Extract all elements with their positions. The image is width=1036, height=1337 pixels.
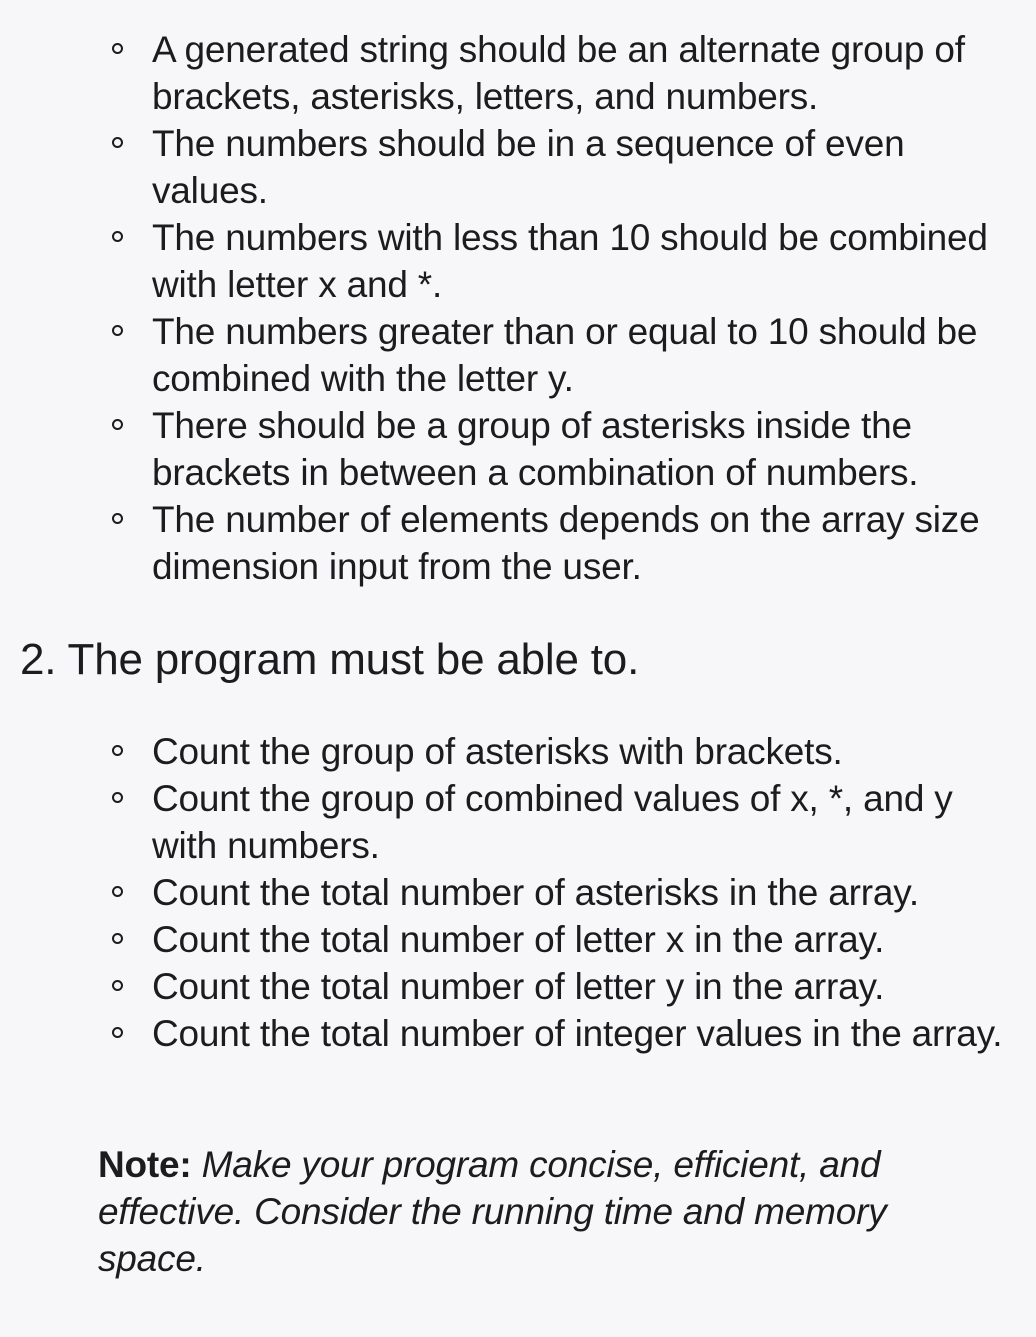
list-item-text: Count the group of combined values of x, *, and y with numbers. — [152, 778, 953, 866]
list-item-text: Count the total number of letter y in the array. — [152, 966, 885, 1007]
requirements-list — [0, 26, 1036, 590]
bullet-icon — [112, 933, 123, 944]
list-item-text: The number of elements depends on the array size dimension input from the user. — [152, 499, 980, 587]
list-item — [0, 120, 1036, 214]
note-paragraph — [98, 1141, 988, 1282]
bullet-icon — [112, 513, 123, 524]
list-item — [0, 214, 1036, 308]
list-item-text: The numbers greater than or equal to 10 should be combined with the letter y. — [152, 311, 978, 399]
bullet-icon — [112, 231, 123, 242]
list-item-text: Count the group of asterisks with brackets. — [152, 731, 843, 772]
bullet-icon — [112, 792, 123, 803]
list-item — [0, 963, 1036, 1010]
program-tasks-list — [0, 728, 1036, 1057]
bullet-icon — [112, 1027, 123, 1038]
note-text: Make your program concise, efficient, and effective. Consider the running time and memory space. — [98, 1144, 887, 1279]
list-item-text: The numbers should be in a sequence of even values. — [152, 123, 905, 211]
list-item-text: There should be a group of asterisks inside the brackets in between a combination of numbers. — [152, 405, 919, 493]
bullet-icon — [112, 745, 123, 756]
list-item — [0, 728, 1036, 775]
list-item — [0, 26, 1036, 120]
list-item-text: A generated string should be an alternate group of brackets, asterisks, letters, and numbers. — [152, 29, 965, 117]
list-item-text: Count the total number of integer values in the array. — [152, 1013, 1003, 1054]
bullet-icon — [112, 886, 123, 897]
list-item — [0, 869, 1036, 916]
bullet-icon — [112, 325, 123, 336]
section-heading: 2. The program must be able to. — [20, 635, 640, 684]
bullet-icon — [112, 419, 123, 430]
list-item — [0, 402, 1036, 496]
list-item — [0, 916, 1036, 963]
bullet-icon — [112, 43, 123, 54]
list-item-text: Count the total number of letter x in the array. — [152, 919, 885, 960]
list-item — [0, 308, 1036, 402]
list-item — [0, 1010, 1036, 1057]
list-item — [0, 496, 1036, 590]
bullet-icon — [112, 137, 123, 148]
note-label: Note: — [98, 1144, 192, 1185]
list-item-text: Count the total number of asterisks in the array. — [152, 872, 919, 913]
list-item — [0, 775, 1036, 869]
bullet-icon — [112, 980, 123, 991]
list-item-text: The numbers with less than 10 should be combined with letter x and *. — [152, 217, 988, 305]
